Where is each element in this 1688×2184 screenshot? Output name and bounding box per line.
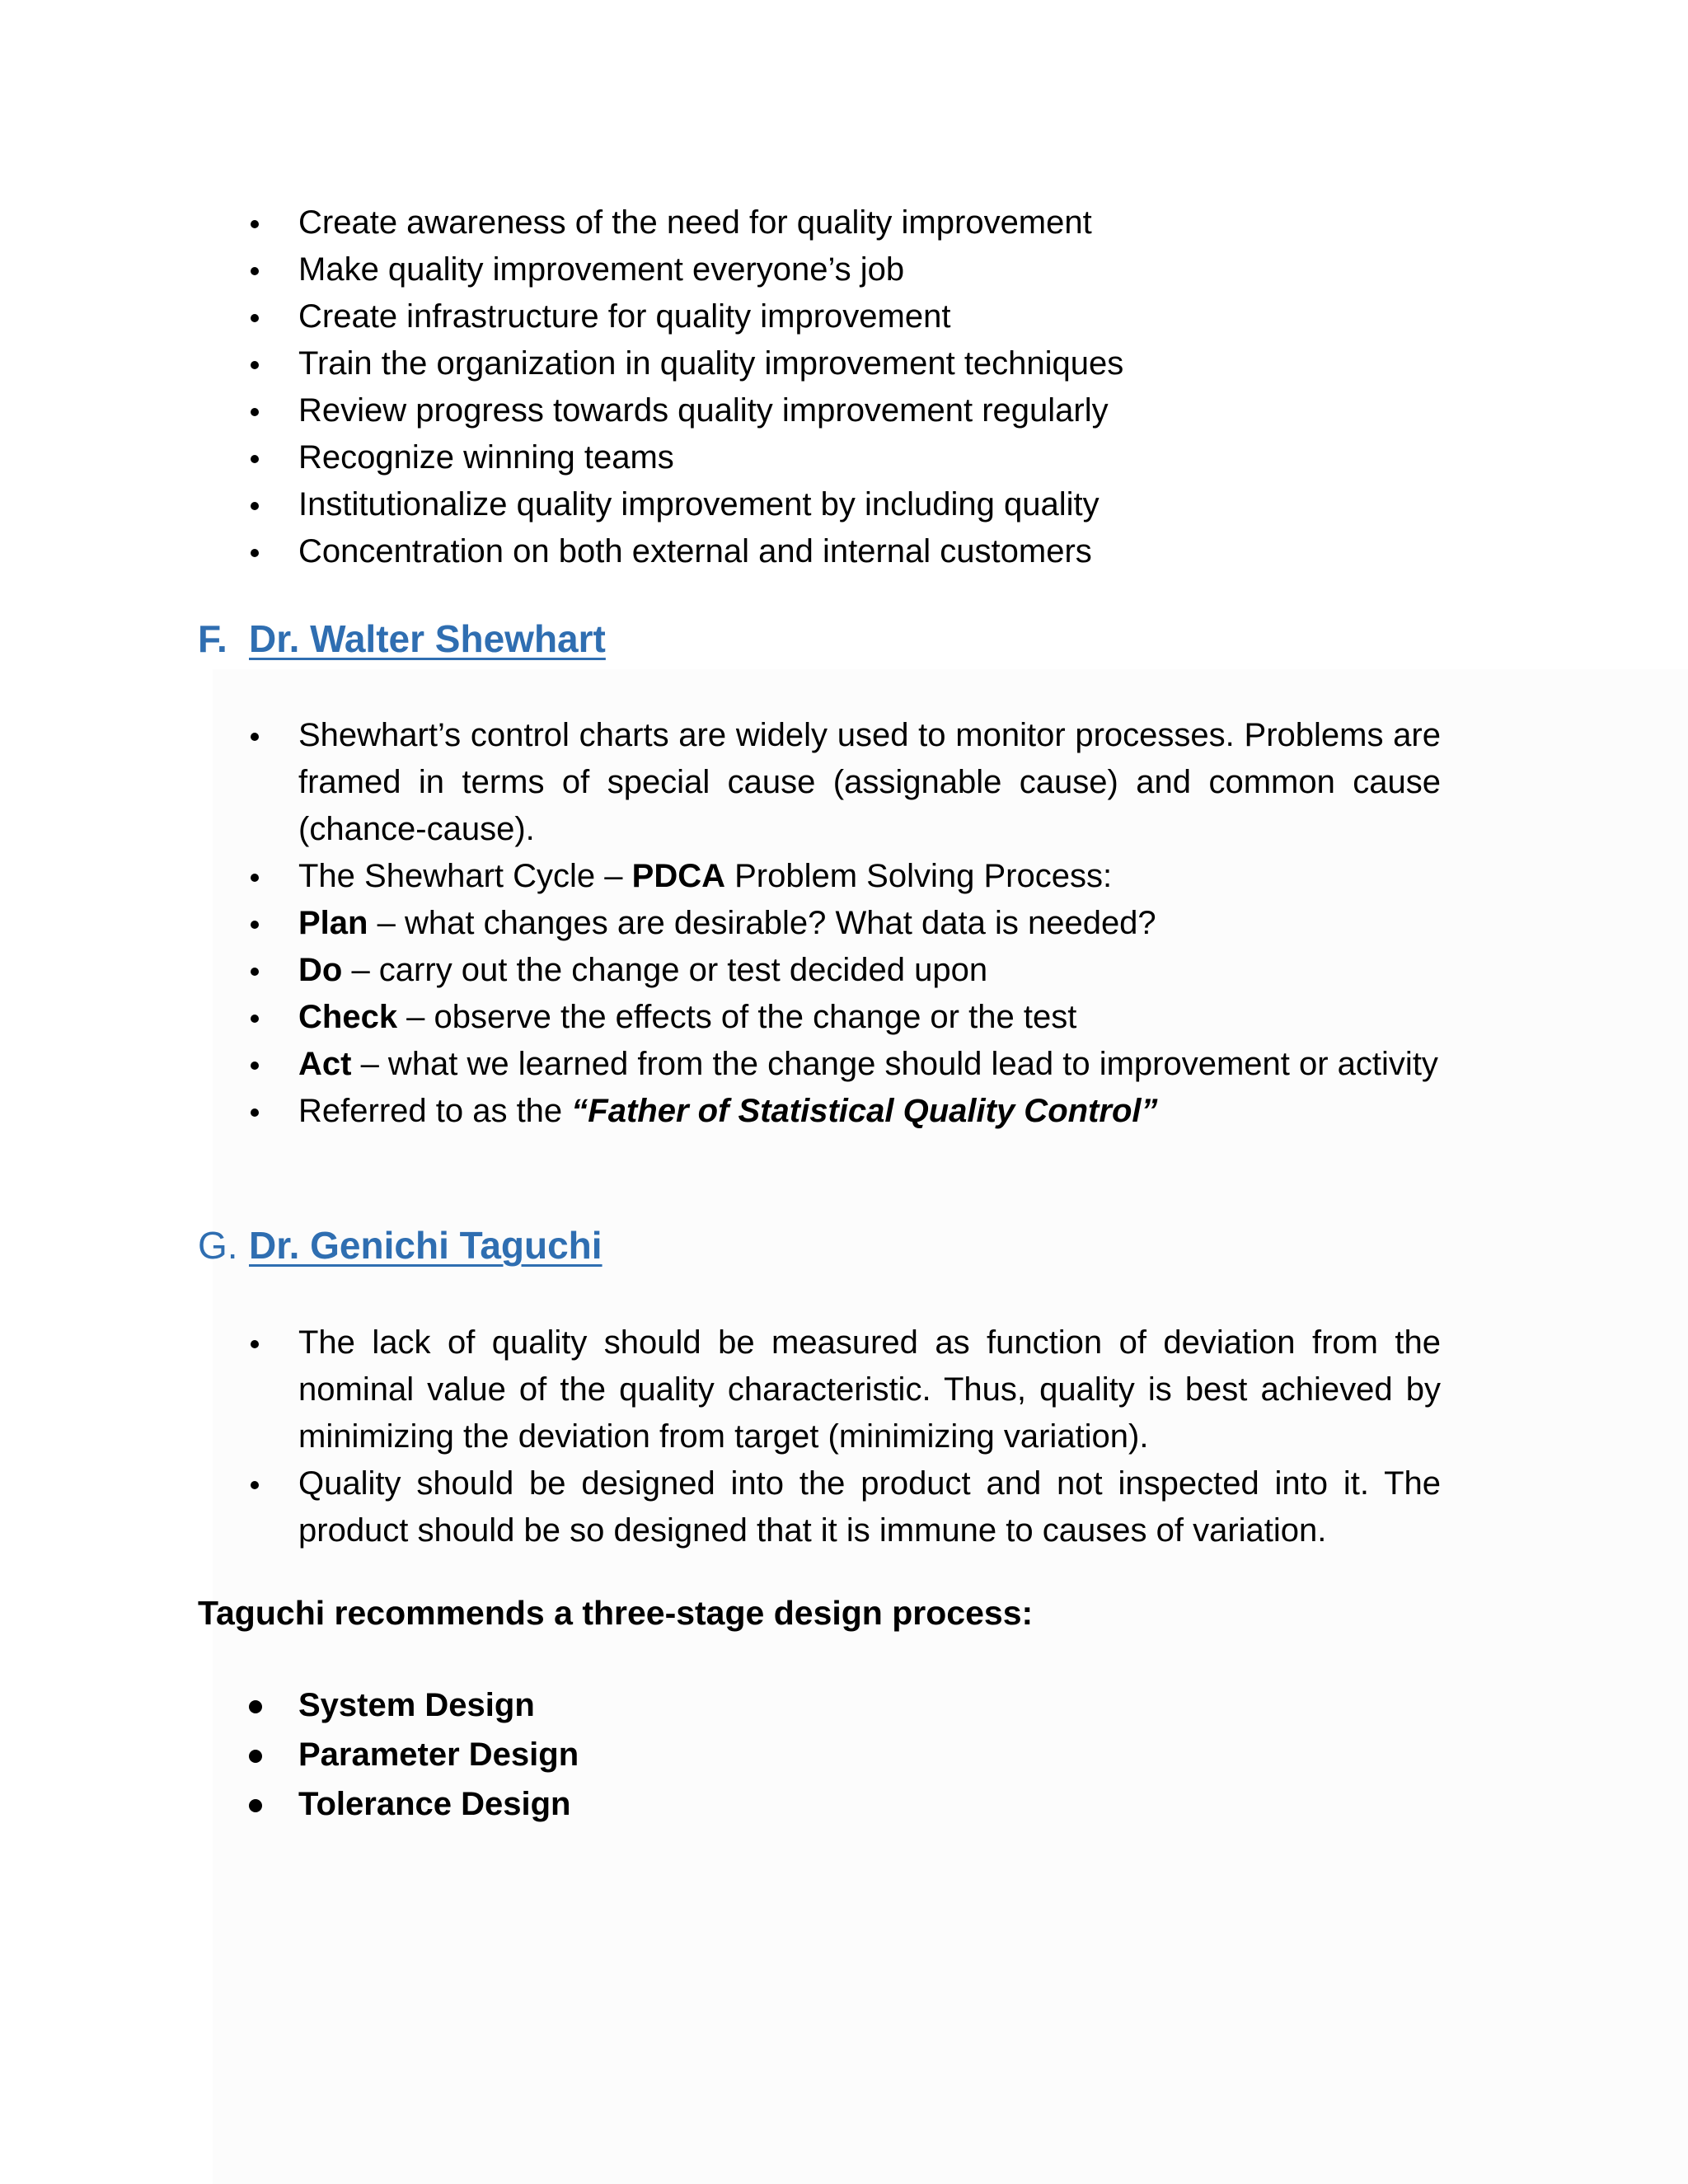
- list-item: The lack of quality should be measured as function of deviation from the nominal value of the quality characteristic. Thus, quality is best achieved by minimizing the deviation from target (minimizing variation).: [249, 1319, 1441, 1460]
- bullet-icon: [249, 528, 260, 575]
- list-item: Referred to as the “Father of Statistical Quality Control”: [249, 1088, 1441, 1135]
- bullet-icon: [249, 387, 260, 434]
- bullet-icon: [249, 1460, 260, 1507]
- list-item: Make quality improvement everyone’s job: [249, 246, 1441, 293]
- section-f-heading: [198, 616, 606, 661]
- bullet-icon: [249, 1088, 260, 1135]
- bullet-icon: [249, 712, 260, 759]
- bullet-icon: [249, 900, 260, 947]
- bullet-icon: [249, 1680, 260, 1730]
- bullet-icon: [249, 853, 260, 900]
- section-title[interactable]: Dr. Genichi Taguchi: [249, 1224, 603, 1267]
- bullet-icon: [249, 199, 260, 246]
- design-stage-list: [249, 1680, 1441, 1829]
- list-item: Check – observe the effects of the change or the test: [249, 994, 1441, 1041]
- shewhart-list: [249, 712, 1441, 1135]
- list-item: Plan – what changes are desirable? What data is needed?: [249, 900, 1441, 947]
- list-item: Concentration on both external and internal customers: [249, 528, 1441, 575]
- taguchi-design-heading: Taguchi recommends a three-stage design process:: [198, 1594, 1034, 1632]
- list-item: Institutionalize quality improvement by including quality: [249, 481, 1441, 528]
- list-item: The Shewhart Cycle – PDCA Problem Solving Process:: [249, 853, 1441, 900]
- list-item: Recognize winning teams: [249, 434, 1441, 481]
- bullet-icon: [249, 1730, 260, 1779]
- list-item: Train the organization in quality improvement techniques: [249, 340, 1441, 387]
- list-item: Review progress towards quality improvement regularly: [249, 387, 1441, 434]
- section-letter: F.: [198, 617, 227, 660]
- bullet-icon: [249, 340, 260, 387]
- section-letter: G.: [198, 1224, 238, 1267]
- list-item: Quality should be designed into the product and not inspected into it. The product should be so designed that it is immune to causes of variation.: [249, 1460, 1441, 1554]
- bullet-icon: [249, 1041, 260, 1088]
- bullet-icon: [249, 1319, 260, 1366]
- bullet-icon: [249, 1779, 260, 1829]
- section-g-heading: [198, 1223, 603, 1268]
- quality-improvement-list: [249, 199, 1441, 575]
- list-item: Tolerance Design: [249, 1779, 1441, 1829]
- list-item: System Design: [249, 1680, 1441, 1730]
- bullet-icon: [249, 246, 260, 293]
- list-item: Act – what we learned from the change should lead to improvement or activity: [249, 1041, 1441, 1088]
- list-item: Create infrastructure for quality improvement: [249, 293, 1441, 340]
- bullet-icon: [249, 947, 260, 994]
- bullet-icon: [249, 293, 260, 340]
- bullet-icon: [249, 481, 260, 528]
- list-item: Parameter Design: [249, 1730, 1441, 1779]
- list-item: Do – carry out the change or test decided upon: [249, 947, 1441, 994]
- bullet-icon: [249, 434, 260, 481]
- list-item: Shewhart’s control charts are widely used to monitor processes. Problems are framed in terms of special cause (assignable cause) and common cause (chance-cause).: [249, 712, 1441, 853]
- bullet-icon: [249, 994, 260, 1041]
- taguchi-list: [249, 1319, 1441, 1554]
- list-item: Create awareness of the need for quality improvement: [249, 199, 1441, 246]
- section-title[interactable]: Dr. Walter Shewhart: [249, 617, 606, 660]
